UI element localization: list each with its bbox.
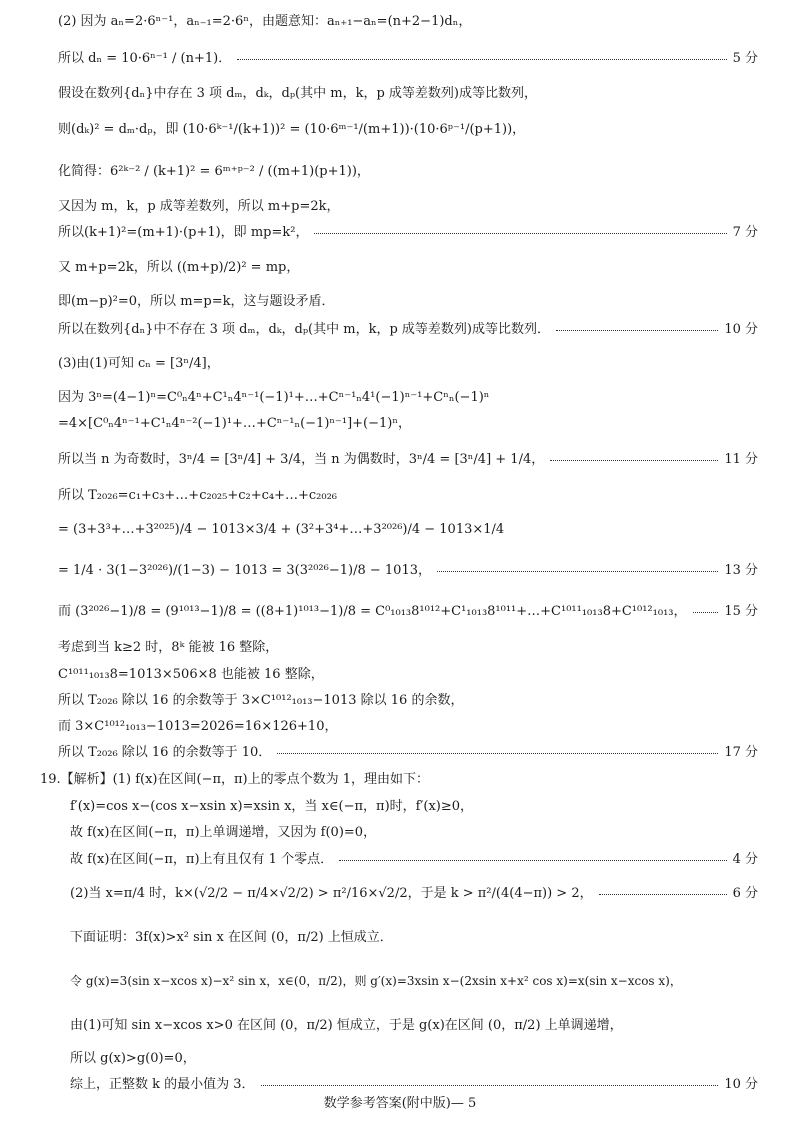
page-footer: 数学参考答案(附中版)— 5 bbox=[323, 1096, 477, 1111]
line-33: 综上，正整数 k 的最小值为 3． 10 分 bbox=[70, 1071, 758, 1093]
line-19: 考虑到当 k≥2 时，8ᵏ 能被 16 整除， bbox=[58, 639, 279, 655]
score-label: 15 分 bbox=[724, 603, 758, 619]
line-06: 又因为 m，k，p 成等差数列，所以 m+p=2k， bbox=[58, 198, 340, 214]
line-08: 又 m+p=2k，所以 ((m+p)/2)² = mp， bbox=[58, 259, 300, 275]
line-23: 所以 T₂₀₂₆ 除以 16 的余数等于 10． 17 分 bbox=[58, 739, 758, 761]
line-11: (3)由(1)可知 cₙ = [3ⁿ/4]， bbox=[58, 355, 220, 371]
line-17: = 1/4 · 3(1−3²⁰²⁶)/(1−3) − 1013 = 3(3²⁰²⁶−1)/8 − 1013， 13 分 bbox=[58, 557, 758, 579]
line-01: (2) 因为 aₙ=2·6ⁿ⁻¹，aₙ₋₁=2·6ⁿ，由题意知：aₙ₊₁−aₙ=(n+2−1)dₙ， bbox=[58, 13, 472, 29]
score-label: 10 分 bbox=[724, 1076, 758, 1092]
line-29: 下面证明：3f(x)>x² sin x 在区间 (0，π/2) 上恒成立． bbox=[70, 929, 393, 945]
score-label: 10 分 bbox=[724, 321, 758, 337]
line-24: 19.【解析】(1) f(x)在区间(−π，π)上的零点个数为 1，理由如下： bbox=[40, 771, 430, 787]
line-21: 所以 T₂₀₂₆ 除以 16 的余数等于 3×C¹⁰¹²₁₀₁₃−1013 除以 16 的余数， bbox=[58, 692, 464, 708]
line-09: 即(m−p)²=0，所以 m=p=k，这与题设矛盾． bbox=[58, 293, 335, 309]
score-label: 11 分 bbox=[724, 451, 758, 467]
line-27: 故 f(x)在区间(−π，π)上有且仅有 1 个零点． 4 分 bbox=[70, 846, 758, 868]
line-30: 令 g(x)=3(sin x−xcos x)−x² sin x，x∈(0，π/2)，则 g′(x)=3xsin x−(2xsin x+x² cos x)=x(sin x−xcos x)， bbox=[70, 973, 682, 988]
score-label: 7 分 bbox=[732, 224, 758, 240]
line-15: 所以 T₂₀₂₆=c₁+c₃+…+c₂₀₂₅+c₂+c₄+…+c₂₀₂₆ bbox=[58, 487, 338, 503]
line-28: (2)当 x=π/4 时，k×(√2/2 − π/4×√2/2) > π²/16×√2/2，于是 k > π²/(4(4−π)) > 2， 6 分 bbox=[70, 880, 758, 902]
line-32: 所以 g(x)>g(0)=0， bbox=[70, 1050, 196, 1066]
line-13: =4×[C⁰ₙ4ⁿ⁻¹+C¹ₙ4ⁿ⁻²(−1)¹+…+Cⁿ⁻¹ₙ(−1)ⁿ⁻¹]+(−1)ⁿ， bbox=[58, 415, 411, 431]
line-31: 由(1)可知 sin x−xcos x>0 在区间 (0，π/2) 恒成立，于是 g(x)在区间 (0，π/2) 上单调递增， bbox=[70, 1017, 623, 1033]
line-02: 所以 dₙ = 10·6ⁿ⁻¹ / (n+1)． 5 分 bbox=[58, 45, 758, 67]
line-03: 假设在数列{dₙ}中存在 3 项 dₘ，dₖ，dₚ(其中 m，k，p 成等差数列)成等比数列， bbox=[58, 85, 537, 101]
line-26: 故 f(x)在区间(−π，π)上单调递增，又因为 f(0)=0， bbox=[70, 824, 377, 840]
line-10: 所以在数列{dₙ}中不存在 3 项 dₘ，dₖ，dₚ(其中 m，k，p 成等差数列)成等比数列． 10 分 bbox=[58, 316, 758, 338]
line-20: C¹⁰¹¹₁₀₁₃8=1013×506×8 也能被 16 整除， bbox=[58, 666, 324, 682]
line-25: f′(x)=cos x−(cos x−xsin x)=xsin x，当 x∈(−π，π)时，f′(x)≥0， bbox=[70, 798, 474, 814]
score-label: 5 分 bbox=[732, 50, 758, 66]
line-05: 化简得：6²ᵏ⁻² / (k+1)² = 6ᵐ⁺ᵖ⁻² / ((m+1)(p+1))， bbox=[58, 163, 370, 179]
line-04: 则(dₖ)² = dₘ·dₚ，即 (10·6ᵏ⁻¹/(k+1))² = (10·6ᵐ⁻¹/(m+1))·(10·6ᵖ⁻¹/(p+1))， bbox=[58, 121, 526, 137]
score-label: 13 分 bbox=[724, 562, 758, 578]
line-18: 而 (3²⁰²⁶−1)/8 = (9¹⁰¹³−1)/8 = ((8+1)¹⁰¹³−1)/8 = C⁰₁₀₁₃8¹⁰¹²+C¹₁₀₁₃8¹⁰¹¹+…+C¹⁰¹¹₁₀₁₃8+C¹⁰¹²₁₀₁₃， 15 分 bbox=[58, 598, 758, 620]
score-label: 6 分 bbox=[732, 885, 758, 901]
line-14: 所以当 n 为奇数时，3ⁿ/4 = [3ⁿ/4] + 3/4，当 n 为偶数时，3ⁿ/4 = [3ⁿ/4] + 1/4， 11 分 bbox=[58, 446, 758, 468]
line-16: = (3+3³+…+3²⁰²⁵)/4 − 1013×3/4 + (3²+3⁴+…+3²⁰²⁶)/4 − 1013×1/4 bbox=[58, 521, 505, 537]
score-label: 4 分 bbox=[732, 851, 758, 867]
line-22: 而 3×C¹⁰¹²₁₀₁₃−1013=2026=16×126+10， bbox=[58, 718, 338, 734]
line-07: 所以(k+1)²=(m+1)·(p+1)，即 mp=k²， 7 分 bbox=[58, 219, 758, 241]
score-label: 17 分 bbox=[724, 744, 758, 760]
line-12: 因为 3ⁿ=(4−1)ⁿ=C⁰ₙ4ⁿ+C¹ₙ4ⁿ⁻¹(−1)¹+…+Cⁿ⁻¹ₙ4¹(−1)ⁿ⁻¹+Cⁿₙ(−1)ⁿ bbox=[58, 389, 490, 405]
